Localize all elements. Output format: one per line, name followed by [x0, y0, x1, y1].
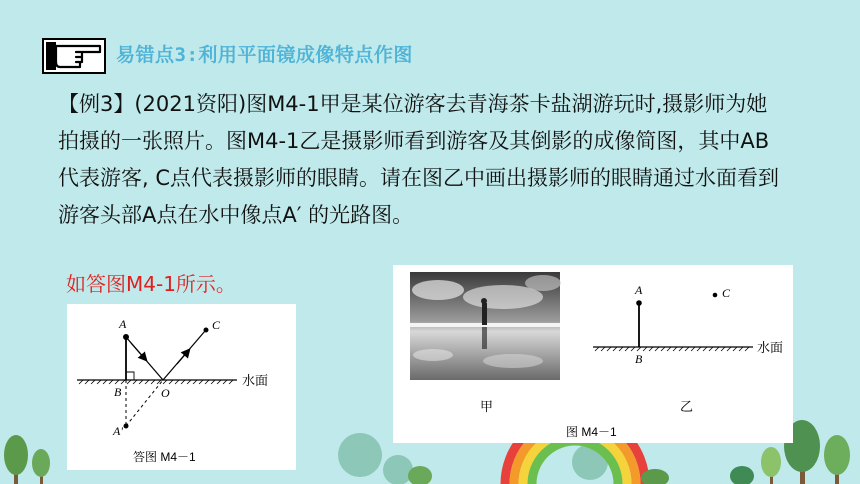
label-c: C: [212, 318, 221, 332]
label-b: B: [114, 385, 122, 399]
surface-label: 水面: [242, 373, 269, 388]
label-a-prime: A': [113, 424, 123, 438]
answer-figure: [67, 304, 296, 470]
tree-left: [4, 435, 50, 484]
label-o: O: [161, 386, 170, 400]
answer-figure-caption: 答图 M4－1: [133, 450, 196, 464]
pointing-hand-icon: [42, 38, 106, 74]
label-a: A: [635, 283, 643, 297]
section-title: 易错点3:利用平面镜成像特点作图: [116, 44, 413, 66]
example-question-text: 【例3】(2021资阳)图M4-1甲是某位游客去青海茶卡盐湖游玩时,摄影师为她拍摄的一张照片。图M4-1乙是摄影师看到游客及其倒影的成像简图，其中AB代表游客, C点代表摄影师的眼睛。请在图乙中画出摄影师的眼睛通过水面看到游客头部A点在水中像点A′ 的光路图。: [58, 92, 780, 227]
problem-figure-caption: 图 M4－1: [566, 425, 617, 439]
surface-label: 水面: [757, 340, 784, 355]
label-a: A: [119, 317, 127, 331]
label-b: B: [635, 352, 643, 366]
label-c: C: [722, 286, 731, 300]
answer-diagram: [67, 304, 296, 470]
problem-figure: [393, 265, 793, 443]
label-jia: 甲: [480, 399, 494, 414]
problem-diagram: [393, 265, 793, 443]
label-yi: 乙: [680, 399, 694, 414]
tourist-photo: [410, 272, 561, 380]
answer-text: 如答图M4-1所示。: [66, 272, 236, 296]
